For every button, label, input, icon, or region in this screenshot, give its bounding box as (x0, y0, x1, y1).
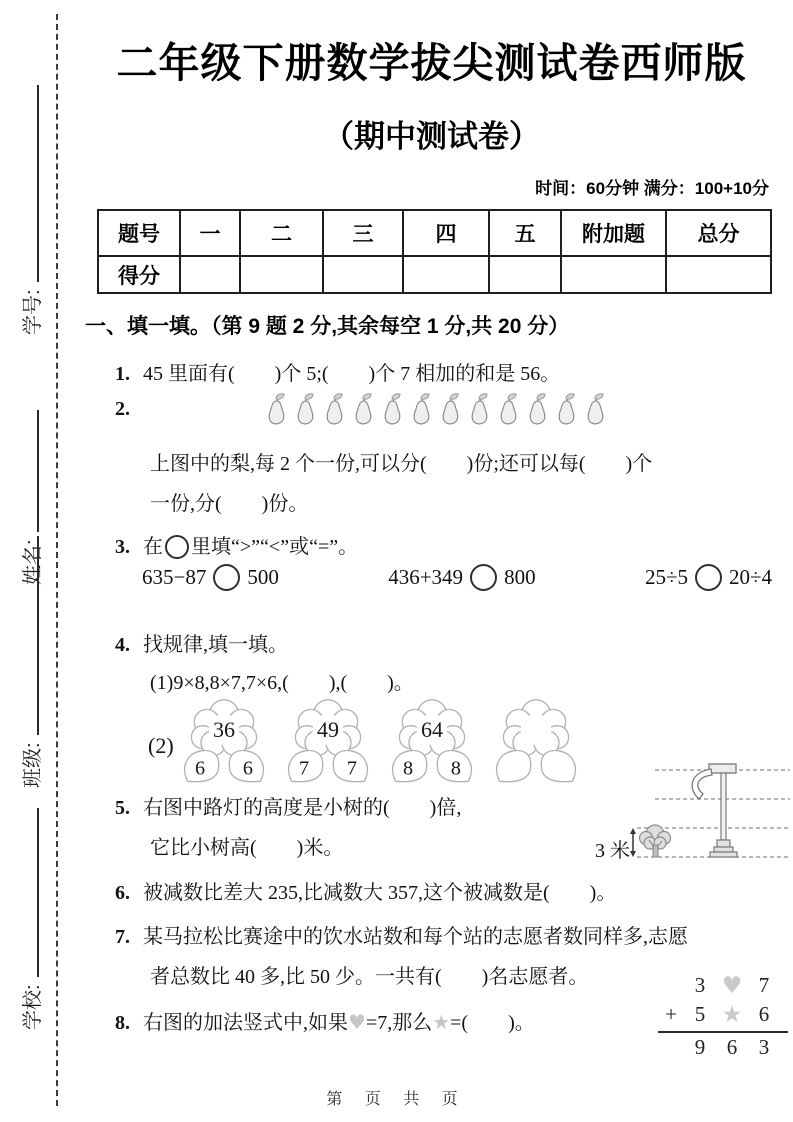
q3-pre: 在 (143, 536, 163, 558)
q5-line2 (150, 831, 343, 860)
school-blank (19, 808, 39, 977)
question-3 (115, 530, 358, 559)
add-r1-heart-icon: ♥ (721, 972, 743, 999)
expr1-right: 500 (247, 565, 279, 589)
star-icon: ★ (432, 1010, 451, 1034)
pear-icon (350, 391, 377, 429)
question-5 (115, 791, 461, 820)
question-2 (115, 398, 143, 421)
score-cell-bonus (561, 256, 666, 293)
svg-text:36: 36 (212, 717, 236, 743)
q7-number: 7. (115, 926, 130, 948)
q1-text: 45 里面有( )个 5;( )个 7 相加的和是 56。 (143, 363, 561, 385)
expr2-right: 800 (504, 565, 536, 589)
school-label: 学校: (22, 984, 44, 1030)
q2-number: 2. (115, 398, 130, 420)
pear-icon (553, 391, 580, 429)
svg-text:6: 6 (195, 757, 206, 780)
q8-number: 8. (115, 1012, 130, 1034)
student-id-blank (19, 85, 39, 282)
expr2-left: 436+349 (388, 565, 464, 589)
plus-sign: + (665, 1002, 677, 1026)
q2-line1-text: 上图中的梨,每 2 个一份,可以分( )份;还可以每( )个 (150, 453, 653, 475)
q6-text: 被减数比差大 235,比减数大 357,这个被减数是( )。 (143, 882, 617, 904)
pears-figure (263, 391, 609, 429)
pear-icon (379, 391, 406, 429)
pear-icon (263, 391, 290, 429)
svg-text:49: 49 (316, 717, 340, 743)
page-title: 二年级下册数学拔尖测试卷西师版 (116, 40, 747, 86)
header (90, 0, 773, 199)
addition-row-result (658, 1033, 788, 1062)
expression-2 (388, 564, 535, 591)
compare-circle-icon (165, 535, 189, 559)
flower-graphic (282, 697, 374, 785)
col-total: 总分 (666, 210, 771, 256)
question-7 (115, 920, 688, 949)
q3-expressions (142, 564, 772, 591)
score-cell-4 (403, 256, 489, 293)
score-table-score-row (98, 256, 771, 293)
add-r3-d3: 3 (758, 1035, 770, 1059)
q4-part2-label-text: (2) (148, 733, 174, 758)
q6-number: 6. (115, 882, 130, 904)
question-6 (115, 876, 616, 905)
svg-text:8: 8 (403, 757, 414, 780)
q7-line2 (150, 960, 588, 989)
time-score-meta: 时间：60分钟 满分：100+10分 (535, 179, 769, 198)
add-r2-star-icon: ★ (721, 1001, 743, 1028)
q8-post: =( )。 (450, 1012, 535, 1034)
q2-line1 (150, 447, 652, 476)
seal-dashed-line (56, 14, 58, 1106)
flower-graphic (490, 697, 582, 785)
score-cell-1 (180, 256, 240, 293)
col-question-no: 题号 (98, 210, 180, 256)
add-r3-d2: 6 (726, 1035, 738, 1059)
pear-icon (292, 391, 319, 429)
pear-icon (582, 391, 609, 429)
class-blank (19, 536, 39, 735)
addition-row-1 (658, 971, 788, 1000)
flower-graphic (386, 697, 478, 785)
svg-text:6: 6 (242, 757, 253, 780)
question-4 (115, 628, 288, 657)
question-1 (115, 357, 560, 386)
q5-line1-text: 右图中路灯的高度是小树的( )倍, (143, 797, 462, 819)
q2-line2 (150, 487, 308, 516)
q3-number: 3. (115, 536, 130, 558)
flower-graphic (178, 697, 270, 785)
q4-part1 (150, 666, 414, 695)
q4-part2-label (148, 733, 174, 759)
col-bonus: 附加题 (561, 210, 666, 256)
pear-icon (437, 391, 464, 429)
add-r1-d3: 7 (758, 973, 770, 997)
q8-mid: =7,那么 (365, 1012, 433, 1034)
col-3: 三 (323, 210, 403, 256)
q4-text: 找规律,填一填。 (143, 634, 288, 656)
score-cell-5 (489, 256, 561, 293)
heart-icon: ♥ (348, 1010, 366, 1034)
flowers-figure (178, 697, 582, 785)
q7-line2-text: 者总数比 40 多,比 50 少。一共有( )名志愿者。 (150, 966, 589, 988)
class-field (16, 536, 44, 788)
q4-number: 4. (115, 634, 130, 656)
addition-row-2 (658, 1000, 788, 1029)
col-4: 四 (403, 210, 489, 256)
name-label: 姓名: (22, 539, 44, 585)
col-1: 一 (180, 210, 240, 256)
tree-height-label: 3 米 (595, 840, 630, 862)
svg-text:7: 7 (299, 757, 310, 780)
q8-pre: 右图的加法竖式中,如果 (143, 1012, 348, 1034)
expr1-left: 635−87 (142, 565, 207, 589)
section1-heading: 一、填一填。（第 9 题 2 分,其余每空 1 分,共 20 分） (85, 315, 570, 338)
expr1-circle-icon (213, 564, 240, 591)
q1-number: 1. (115, 363, 130, 385)
q3-post: 里填“>”“<”或“=”。 (191, 536, 359, 558)
question-8 (115, 1006, 535, 1035)
lamp-tree-drawing (593, 746, 791, 886)
expression-3 (645, 564, 772, 591)
page-footer: 第 页 共 页 (326, 1091, 467, 1108)
student-id-label: 学号: (22, 289, 44, 335)
expr3-left: 25÷5 (644, 565, 688, 589)
name-blank (19, 410, 39, 532)
svg-text:8: 8 (450, 757, 461, 780)
pear-icon (466, 391, 493, 429)
q2-line2-text: 一份,分( )份。 (150, 493, 309, 515)
score-cell-2 (240, 256, 323, 293)
add-r3-d1: 9 (694, 1035, 706, 1059)
expression-1 (142, 564, 279, 591)
class-label: 班级: (22, 742, 44, 788)
add-r2-d1: 5 (694, 1002, 706, 1026)
svg-text:7: 7 (346, 757, 357, 780)
add-r2-d3: 6 (758, 1002, 770, 1026)
col-2: 二 (240, 210, 323, 256)
expr3-circle-icon (695, 564, 722, 591)
q5-line2-text: 它比小树高( )米。 (150, 837, 344, 859)
svg-text:64: 64 (420, 717, 444, 743)
add-r1-d1: 3 (694, 973, 706, 997)
addition-figure (658, 971, 788, 1062)
q4-part1-text: (1)9×8,8×7,7×6,( ),( )。 (150, 672, 414, 694)
score-cell-3 (323, 256, 403, 293)
q5-number: 5. (115, 797, 130, 819)
page-subtitle: （期中测试卷） (323, 119, 540, 154)
q7-line1-text: 某马拉松比赛途中的饮水站数和每个站的志愿者数同样多,志愿 (143, 926, 688, 948)
score-cell-total (666, 256, 771, 293)
score-table (97, 209, 772, 294)
pear-icon (524, 391, 551, 429)
lamp-tree-figure (593, 746, 791, 886)
expr3-right: 20÷4 (728, 565, 772, 589)
pear-icon (495, 391, 522, 429)
student-id-field (16, 85, 44, 335)
col-5: 五 (489, 210, 561, 256)
score-row-label: 得分 (98, 256, 180, 293)
expr2-circle-icon (470, 564, 497, 591)
score-table-header-row (98, 210, 771, 256)
pear-icon (408, 391, 435, 429)
school-field (16, 808, 44, 1030)
pear-icon (321, 391, 348, 429)
